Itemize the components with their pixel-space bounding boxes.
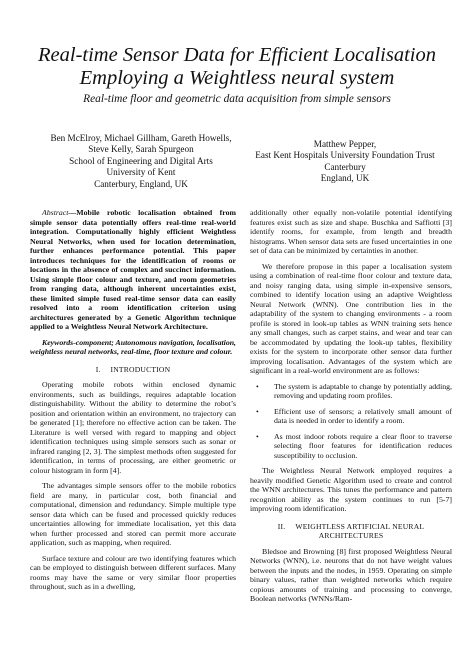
left-column [30, 208, 236, 598]
author-block-left [28, 133, 254, 190]
paper-title-line-2: Employing a Weightless neural system [79, 67, 395, 89]
author-university: University of Kent [106, 167, 176, 178]
bullet-icon: • [256, 406, 259, 416]
author-country: England, UK [320, 173, 370, 184]
list-item [256, 431, 452, 461]
intro-paragraph-3: Surface texture and colour are two identifying features which can be employed to distinguish between different surfaces. Many rooms may have the same or very similar floor properties throughout, such as in a dwelling, [30, 553, 236, 591]
author-location: Canterbury, England, UK [94, 178, 188, 189]
intro-paragraph-2: The advantages simple sensors offer to the mobile robotics field are many, in particular cost, both financial and computational, dimension and redundancy. Simple multiple type sensor data which can be fused and processed quickly reduces uncertainties allowing for immediate localisation, yet this data when further processed and stored can permit more accurate application, such as mapping, when required. [30, 481, 236, 547]
list-item [256, 406, 452, 426]
right-paragraph-2: We therefore propose in this paper a localisation system using a combination of real-time floor colour and texture data, and noisy ranging data, using simple in-expensive sensors, combined to identify location using an adaptive Weightless Neural Network (WNN). One contribution lies in the adaptability of the system to changing environments - a room profile is stored in look-up tables as WNN training sets hence any small changes, such as carpet stains, and wear and tear can be accommodated by updating the look-up tables, flexibility exists for the system to incorporate other sensor data further improving localisation. Advantages of the system which are significant in a real-world environment are as follows: [250, 261, 452, 375]
right-column [250, 208, 452, 610]
abstract-text: —Mobile robotic localisation obtained from simple sensor data potentially offers real-time real-world integration. Computationally highly efficient Weightless Neural Networks, when used for location determination, further enhances performance potential. This paper introduces techniques for the identification of rooms or locations in the absence of complex and succinct information. Using simple floor colour and texture, and room geometries from ranging data, although inherent uncertainties exist, these limited simple fused real-time sensor data can easily resolved into a room identification criterion using architectures generated by a Genetic Algorithm technique applied to a Weightless Neural Network Architecture. [30, 208, 236, 331]
section-title: WEIGHTLESS ARTIFICIAL NEURAL ARCHITECTURES [295, 521, 425, 540]
author-department: School of Engineering and Digital Arts [69, 155, 213, 166]
author-names-line-2: Steve Kelly, Sarah Spurgeon [88, 144, 194, 155]
advantages-list [250, 382, 452, 461]
right-paragraph-4: Bledsoe and Browning [8] first proposed Weightless Neural Networks (WNN), i.e. neurons that do not have weight values between the inputs and the nodes, in 1959. Operating on simple binary values, rather than weighted networks which require copious amounts of training and processing to converge, Boolean networks (WNNs/Ram- [250, 546, 452, 603]
list-item-text: Efficient use of sensors; a relatively small amount of data is needed in order to identify a room. [274, 406, 452, 425]
author-names-line-1: Ben McElroy, Michael Gillham, Gareth Howells, [50, 133, 232, 143]
section-number: II. [277, 521, 286, 531]
list-item-text: As most indoor robots require a clear floor to traverse selecting floor features for identification reduces susceptibility to occlusion. [274, 431, 452, 460]
author-block-right [240, 139, 450, 185]
keywords: Keywords-component; Autonomous navigation, localisation, weightless neural networks, real-time, floor texture and colour. [30, 337, 237, 356]
paper-subtitle: Real-time floor and geometric data acquisition from simple sensors [83, 93, 391, 105]
author-organization: East Kent Hospitals University Foundation Trust [255, 150, 435, 161]
list-item-text: The system is adaptable to change by potentially adding, removing and updating room profiles. [274, 381, 452, 400]
section-number: I. [95, 364, 101, 374]
author-city: Canterbury [324, 161, 366, 172]
intro-paragraph-1: Operating mobile robots within enclosed dynamic environments, such as buildings, requires adaptable location distinguishability. Without the ability to determine the robot’s position and orientation within an environment, no trajectory can be generated [1]; therefore no effective action can be taken. The Literature is well versed with regard to mapping and object identification techniques using simple sensors such as sonar or infrared ranging [2, 3]. The simplest methods often suggested for identification, in terms of processing, are either geometric or colour histogram in form [4]. [30, 380, 236, 475]
abstract [30, 208, 236, 332]
right-paragraph-1: additionally other equally non-volatile potential identifying features exist such as size and shape. Buschka and Saffiotti [3] identify rooms, for example, from length and breadth histograms. When sensor data sets are fused uncertainties in one set of data can be minimized by certainties in another. [250, 208, 452, 255]
section-heading-introduction [30, 365, 236, 375]
list-item [256, 381, 452, 401]
right-paragraph-3: The Weightless Neural Network employed requires a heavily modified Genetic Algorithm used to create and control the WNN architectures. This tunes the performance and pattern recognition ability as the system continues to run [5-7] improving room identification. [250, 466, 452, 513]
bullet-icon: • [256, 431, 259, 441]
author-name: Matthew Pepper, [313, 139, 377, 149]
section-title: INTRODUCTION [110, 364, 171, 374]
bullet-icon: • [256, 381, 259, 391]
section-heading-weightless [250, 522, 452, 541]
abstract-lead: Abstract [42, 208, 69, 217]
paper-title-line-1: Real-time Sensor Data for Efficient Localisation [38, 44, 436, 66]
